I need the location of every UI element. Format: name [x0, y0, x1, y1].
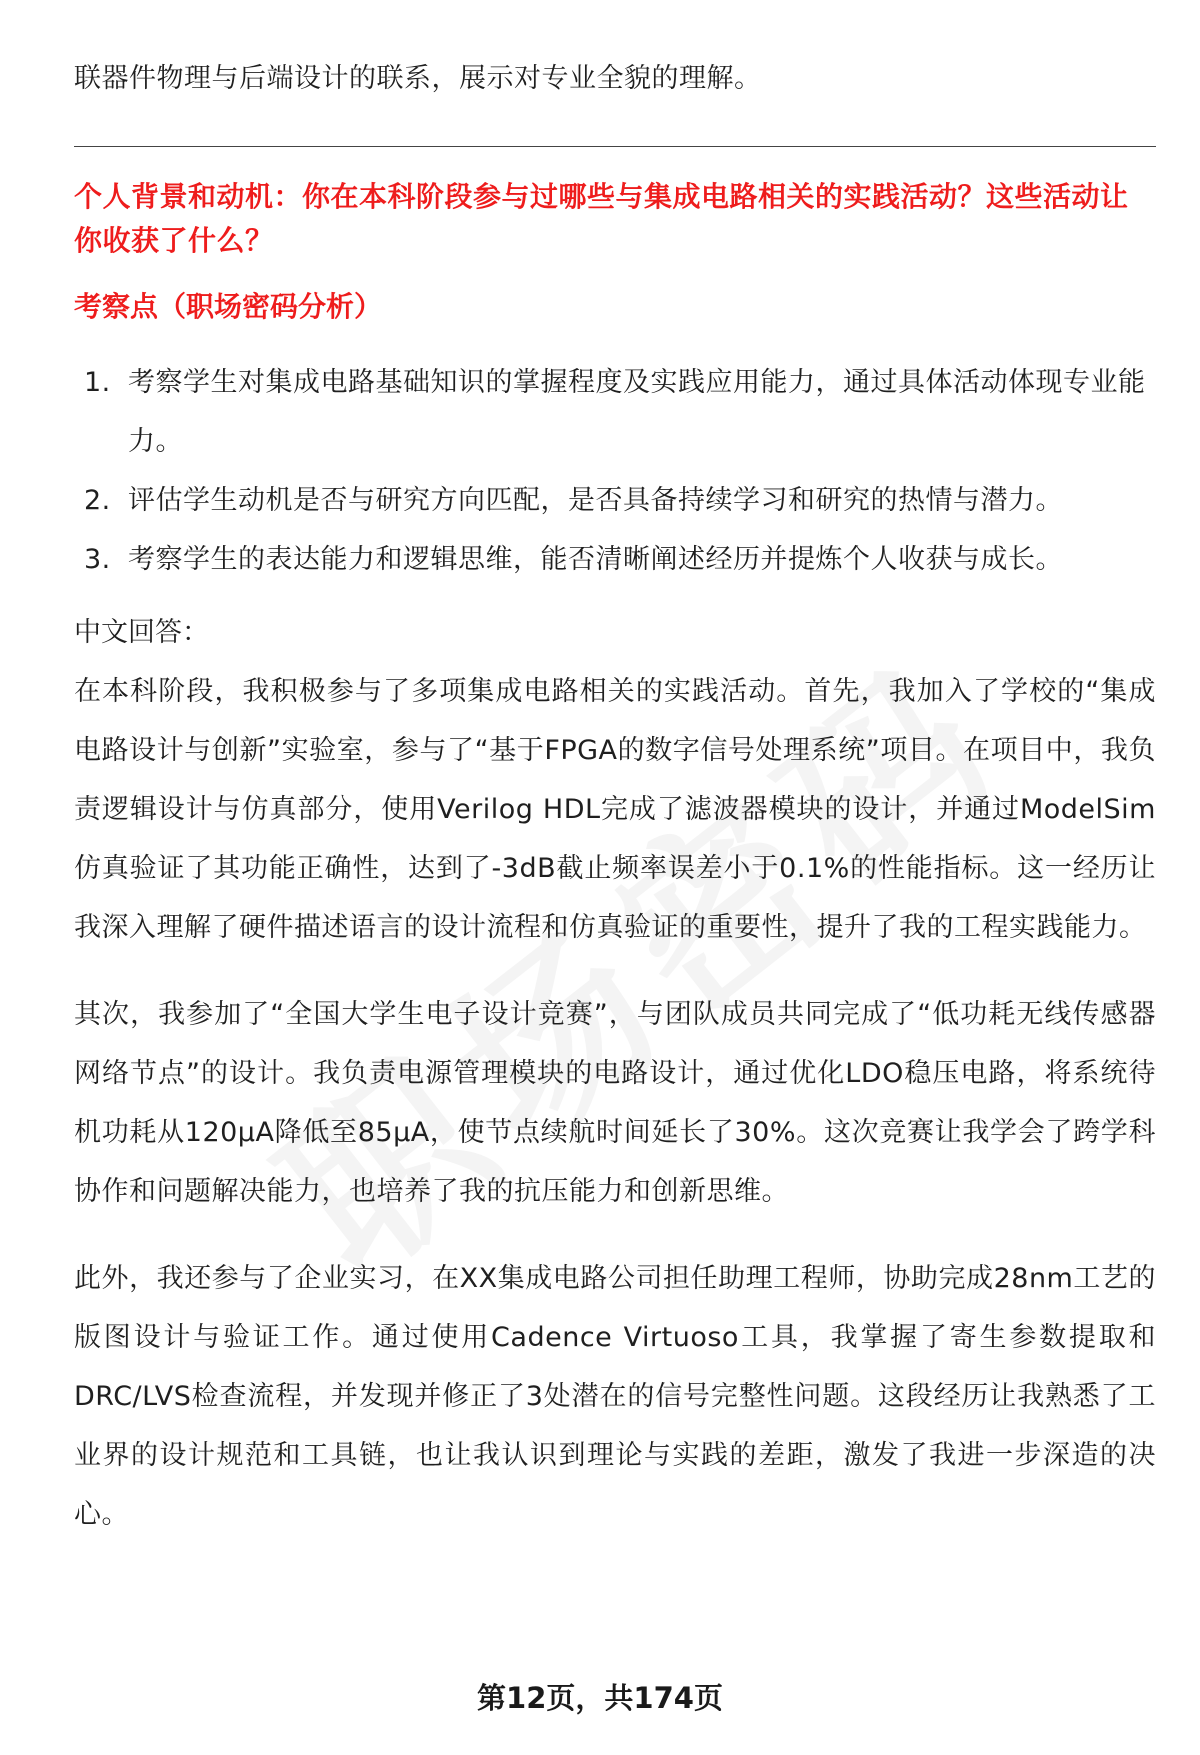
assessment-point	[74, 471, 1156, 530]
point-number: 2.	[84, 485, 111, 516]
assessment-point	[74, 353, 1156, 471]
point-number: 3.	[84, 544, 111, 575]
intro-continuation: 联器件物理与后端设计的联系，展示对专业全貌的理解。	[74, 63, 762, 94]
answer-paragraph: 此外，我还参与了企业实习，在XX集成电路公司担任助理工程师，协助完成28nm工艺的版图设计与验证工作。通过使用Cadence Virtuoso工具，我掌握了寄生参数提取和DRC/LVS检查流程，并发现并修正了3处潜在的信号完整性问题。这段经历让我熟悉了工业界的设计规范和工具链，也让我认识到理论与实践的差距，激发了我进一步深造的决心。	[74, 1263, 1156, 1530]
answer-label: 中文回答：	[74, 617, 209, 648]
assessment-point	[74, 530, 1156, 589]
point-number: 1.	[84, 367, 111, 398]
assessment-title: 考察点（职场密码分析）	[74, 290, 383, 323]
section-divider	[74, 146, 1156, 147]
page-footer: 第12页，共174页	[477, 1681, 723, 1715]
point-text: 评估学生动机是否与研究方向匹配，是否具备持续学习和研究的热情与潜力。	[128, 485, 1063, 516]
answer-paragraph: 其次，我参加了“全国大学生电子设计竞赛”，与团队成员共同完成了“低功耗无线传感器网络节点”的设计。我负责电源管理模块的电路设计，通过优化LDO稳压电路，将系统待机功耗从120μA降低至85μA，使节点续航时间延长了30%。这次竞赛让我学会了跨学科协作和问题解决能力，也培养了我的抗压能力和创新思维。	[74, 999, 1156, 1207]
answer-paragraph: 在本科阶段，我积极参与了多项集成电路相关的实践活动。首先，我加入了学校的“集成电路设计与创新”实验室，参与了“基于FPGA的数字信号处理系统”项目。在项目中，我负责逻辑设计与仿真部分，使用Verilog HDL完成了滤波器模块的设计，并通过ModelSim仿真验证了其功能正确性，达到了-3dB截止频率误差小于0.1%的性能指标。这一经历让我深入理解了硬件描述语言的设计流程和仿真验证的重要性，提升了我的工程实践能力。	[74, 676, 1156, 943]
question-heading: 个人背景和动机：你在本科阶段参与过哪些与集成电路相关的实践活动？这些活动让你收获了什么？	[74, 180, 1129, 257]
page-content	[74, 56, 1156, 1544]
assessment-points-list	[74, 353, 1156, 589]
point-text: 考察学生的表达能力和逻辑思维，能否清晰阐述经历并提炼个人收获与成长。	[128, 544, 1063, 575]
point-text: 考察学生对集成电路基础知识的掌握程度及实践应用能力，通过具体活动体现专业能力。	[128, 367, 1146, 457]
